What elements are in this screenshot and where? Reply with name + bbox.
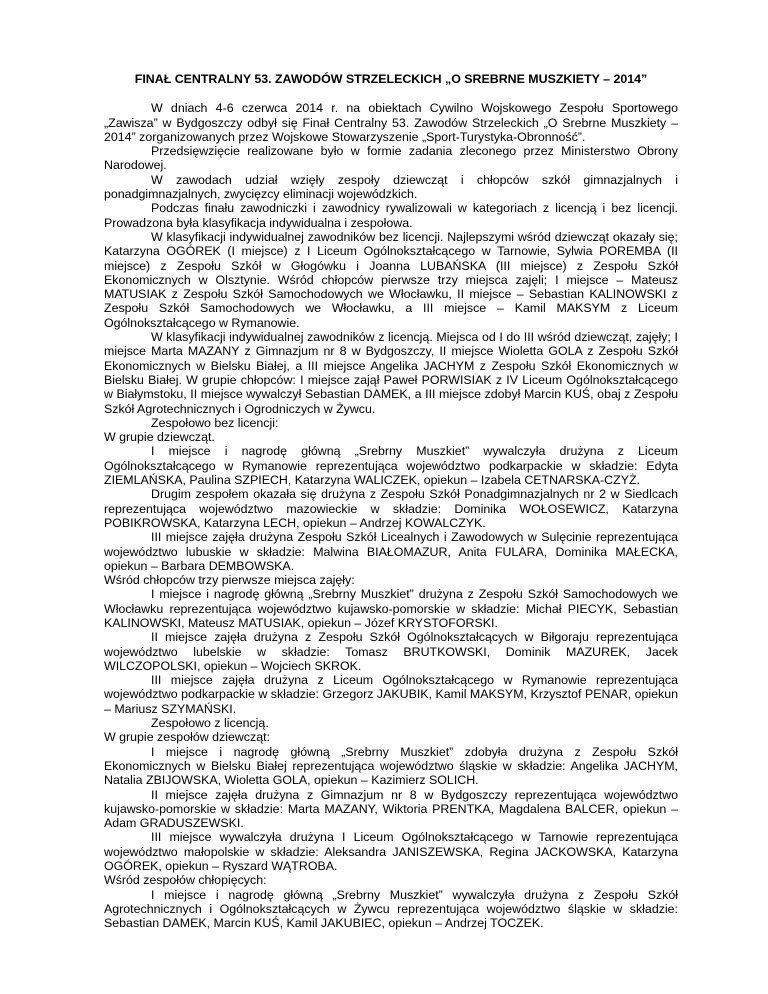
paragraph: III miejsce wywalczyła drużyna I Liceum Ogólnokształcącego w Tarnowie reprezentująca województwo małopolskie w składzie: Aleksandra JANISZEWSKA, Regina JACKOWSKA, Katarzyna OGÓREK, opiekun – Ryszard WĄTROBA. <box>104 830 678 874</box>
paragraph: Przedsięwzięcie realizowane było w formie zadania zleconego przez Ministerstwo Obrony Narodowej. <box>104 144 678 173</box>
paragraph: I miejsce i nagrodę główną „Srebrny Muszkiet” wywalczyła drużyna z Liceum Ogólnokształcącego w Rymanowie reprezentująca województwo podkarpackie w składzie: Edyta ZIEMLAŃSKA, Paulina SZPIECH, Katarzyna WALICZEK, opiekun – Izabela CETNARSKA-CZYŻ. <box>104 444 678 488</box>
paragraph: I miejsce i nagrodę główną „Srebrny Muszkiet” wywalczyła drużyna z Zespołu Szkół Agrotechnicznych i Ogólnokształcących w Żywcu reprezentująca województwo śląskie w składzie: Sebastian DAMEK, Marcin KUŚ, Kamil JAKUBIEC, opiekun – Andrzej TOCZEK. <box>104 887 678 931</box>
paragraph: W dniach 4-6 czerwca 2014 r. na obiektach Cywilno Wojskowego Zespołu Sportowego „Zawisza” w Bydgoszczy odbył się Finał Centralny 53. Zawodów Strzeleckich „O Srebrne Muszkiety – 2014” zorganizowanych przez Wojskowe Stowarzyszenie „Sport-Turystyka-Obronność”. <box>104 101 678 144</box>
document-body <box>104 72 678 931</box>
paragraph: II miejsce zajęła drużyna z Zespołu Szkół Ogólnokształcących w Biłgoraju reprezentująca województwo lubelskie w składzie: Tomasz BRUTKOWSKI, Dominik MAZUREK, Jacek WILCZOPOLSKI, opiekun – Wojciech SKROK. <box>104 630 678 673</box>
paragraph-list <box>104 101 678 930</box>
paragraph: Wśród zespołów chłopięcych: <box>104 873 267 888</box>
paragraph: III miejsce zajęła drużyna z Liceum Ogólnokształcącego w Rymanowie reprezentująca województwo podkarpackie w składzie: Grzegorz JAKUBIK, Kamil MAKSYM, Krzysztof PENAR, opiekun – Mariusz SZYMAŃSKI. <box>104 673 678 716</box>
page-title: FINAŁ CENTRALNY 53. ZAWODÓW STRZELECKICH „O SREBRNE MUSZKIETY – 2014” <box>134 72 648 86</box>
paragraph: W zawodach udział wzięły zespoły dziewcząt i chłopców szkół gimnazjalnych i ponadgimnazjalnych, zwycięzcy eliminacji wojewódzkich. <box>104 172 678 202</box>
paragraph: II miejsce zajęła drużyna z Gimnazjum nr 8 w Bydgoszczy reprezentująca województwo kujawsko-pomorskie w składzie: Marta MAZANY, Wiktoria PRENTKA, Magdalena BALCER, opiekun – Adam GRADUSZEWSKI. <box>104 787 678 831</box>
paragraph: Zespołowo z licencją. <box>151 716 269 731</box>
paragraph: W grupie zespołów dziewcząt: <box>104 730 270 745</box>
paragraph: Podczas finału zawodniczki i zawodnicy rywalizowali w kategoriach z licencją i bez licencji. Prowadzona była klasyfikacja indywidualna i zespołowa. <box>104 201 678 230</box>
paragraph: Wśród chłopców trzy pierwsze miejsca zajęły: <box>104 573 355 588</box>
paragraph: W klasyfikacji indywidualnej zawodników bez licencji. Najlepszymi wśród dziewcząt okazały się; Katarzyna OGÓREK (I miejsce) z I Liceum Ogólnokształcącego w Tarnowie, Sylwia POREMBA (II miejsce) z Zespołu Szkół w Głogówku i Joanna LUBAŃSKA (III miejsce) z Zespołu Szkół Ekonomicznych w Olsztynie. Wśród chłopców pierwsze trzy miejsca zajęli; I miejsce – Mateusz MATUSIAK z Zespołu Szkół Samochodowych we Włocławku, II miejsce – Sebastian KALINOWSKI z Zespołu Szkół Samochodowych we Włocławku, a III miejsce – Kamil MAKSYM z Liceum Ogólnokształcącego w Rymanowie. <box>104 229 678 330</box>
paragraph: W grupie dziewcząt. <box>104 430 215 445</box>
paragraph: Zespołowo bez licencji: <box>151 415 279 430</box>
paragraph: I miejsce i nagrodę główną „Srebrny Muszkiet” zdobyła drużyna z Zespołu Szkół Ekonomicznych w Bielsku Białej reprezentująca województwo śląskie w składzie: Angelika JACHYM, Natalia ZBIJOWSKA, Wioletta GOLA, opiekun – Kazimierz SOLICH. <box>104 744 678 788</box>
paragraph: W klasyfikacji indywidualnej zawodników z licencją. Miejsca od I do III wśród dziewcząt, zajęły; I miejsce Marta MAZANY z Gimnazjum nr 8 w Bydgoszczy, II miejsce Wioletta GOLA z Zespołu Szkół Ekonomicznych w Bielsku Białej, a III miejsce Angelika JACHYM z Zespołu Szkół Ekonomicznych w Bielsku Białej. W grupie chłopców: I miejsce zajął Paweł PORWISIAK z IV Liceum Ogólnokształcącego w Białymstoku, II miejsce wywalczył Sebastian DAMEK, a III miejsce zdobył Marcin KUŚ, obaj z Zespołu Szkół Agrotechnicznych i Ogrodniczych w Żywcu. <box>104 330 678 416</box>
paragraph: III miejsce zajęła drużyna Zespołu Szkół Licealnych i Zawodowych w Sulęcinie reprezentująca województwo lubuskie w składzie: Malwina BIAŁOMAZUR, Anita FULARA, Dominika MAŁECKA, opiekun – Barbara DEMBOWSKA. <box>104 530 678 573</box>
paragraph: Drugim zespołem okazała się drużyna z Zespołu Szkół Ponadgimnazjalnych nr 2 w Siedlcach reprezentująca województwo mazowieckie w składzie: Dominika WOŁOSEWICZ, Katarzyna POBIKROWSKA, Katarzyna LECH, opiekun – Andrzej KOWALCZYK. <box>104 487 678 530</box>
paragraph: I miejsce i nagrodę główną „Srebrny Muszkiet” drużyna z Zespołu Szkół Samochodowych we Włocławku reprezentująca województwo kujawsko-pomorskie w składzie: Michał PIECYK, Sebastian KALINOWSKI, Mateusz MATUSIAK, opiekun – Józef KRYSTOFORSKI. <box>104 587 678 630</box>
